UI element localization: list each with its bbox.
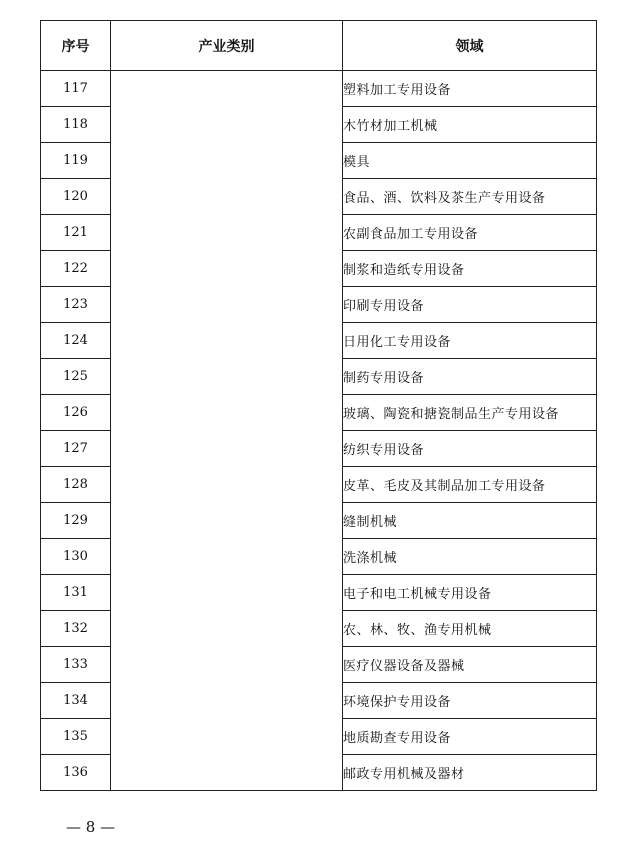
row-index: 136 [41, 755, 111, 791]
row-index: 132 [41, 611, 111, 647]
industry-table [40, 20, 597, 791]
table-header-row [41, 21, 597, 71]
category-cell [111, 71, 343, 791]
row-index: 118 [41, 107, 111, 143]
row-field: 制浆和造纸专用设备 [343, 251, 597, 287]
row-field: 地质勘查专用设备 [343, 719, 597, 755]
row-index: 119 [41, 143, 111, 179]
row-index: 123 [41, 287, 111, 323]
page-number: — 8 — [66, 818, 116, 836]
row-index: 124 [41, 323, 111, 359]
row-index: 133 [41, 647, 111, 683]
row-index: 130 [41, 539, 111, 575]
row-field: 农副食品加工专用设备 [343, 215, 597, 251]
row-field: 农、林、牧、渔专用机械 [343, 611, 597, 647]
row-field: 邮政专用机械及器材 [343, 755, 597, 791]
row-index: 134 [41, 683, 111, 719]
row-index: 125 [41, 359, 111, 395]
row-field: 玻璃、陶瓷和搪瓷制品生产专用设备 [343, 395, 597, 431]
row-field: 医疗仪器设备及器械 [343, 647, 597, 683]
header-category: 产业类别 [111, 21, 343, 71]
row-field: 皮革、毛皮及其制品加工专用设备 [343, 467, 597, 503]
header-index: 序号 [41, 21, 111, 71]
row-field: 环境保护专用设备 [343, 683, 597, 719]
row-field: 洗涤机械 [343, 539, 597, 575]
row-index: 129 [41, 503, 111, 539]
header-field: 领域 [343, 21, 597, 71]
row-field: 纺织专用设备 [343, 431, 597, 467]
row-field: 缝制机械 [343, 503, 597, 539]
row-index: 117 [41, 71, 111, 107]
row-index: 135 [41, 719, 111, 755]
row-index: 126 [41, 395, 111, 431]
row-index: 122 [41, 251, 111, 287]
row-field: 制药专用设备 [343, 359, 597, 395]
row-field: 模具 [343, 143, 597, 179]
row-field: 木竹材加工机械 [343, 107, 597, 143]
row-index: 121 [41, 215, 111, 251]
row-field: 印刷专用设备 [343, 287, 597, 323]
row-index: 127 [41, 431, 111, 467]
table-row [41, 71, 597, 107]
row-index: 128 [41, 467, 111, 503]
row-field: 塑料加工专用设备 [343, 71, 597, 107]
row-field: 食品、酒、饮料及茶生产专用设备 [343, 179, 597, 215]
row-field: 电子和电工机械专用设备 [343, 575, 597, 611]
row-field: 日用化工专用设备 [343, 323, 597, 359]
row-index: 131 [41, 575, 111, 611]
row-index: 120 [41, 179, 111, 215]
